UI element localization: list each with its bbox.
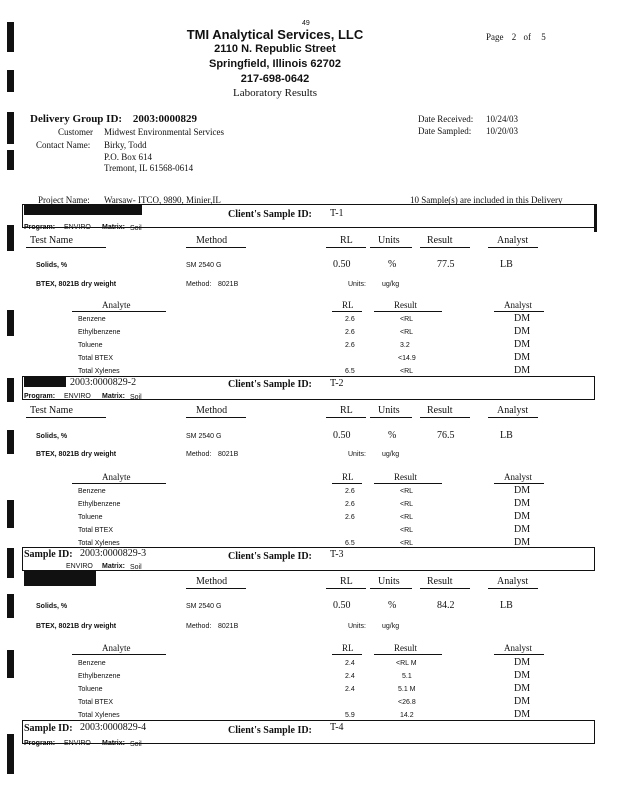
analyte-result: <RL bbox=[400, 501, 414, 508]
analyte-analyst: DM bbox=[514, 524, 531, 535]
analyte-rl: 2.6 bbox=[345, 488, 355, 495]
header-rule bbox=[326, 417, 366, 418]
col-analyte-analyst: Analyst bbox=[504, 643, 532, 653]
program-value: ENVIRO bbox=[64, 393, 91, 400]
analyte-rl: 2.4 bbox=[345, 686, 355, 693]
page-of: of bbox=[523, 32, 531, 42]
col-analyte: Analyte bbox=[102, 643, 131, 653]
matrix-value: Soil bbox=[130, 225, 142, 232]
analyte-rule bbox=[374, 654, 442, 655]
analyte-rule bbox=[374, 483, 442, 484]
analyte-name: Benzene bbox=[78, 488, 106, 495]
analyte-analyst: DM bbox=[514, 683, 531, 694]
matrix-label: Matrix: bbox=[102, 740, 125, 747]
analyte-result: <26.8 bbox=[398, 699, 416, 706]
btex-units-label: Units: bbox=[348, 451, 366, 458]
analyte-result: <RL bbox=[400, 368, 414, 375]
header-rule bbox=[420, 417, 470, 418]
scan-mark bbox=[7, 150, 14, 170]
col-units: Units bbox=[378, 405, 400, 416]
program-label: Program: bbox=[24, 393, 56, 400]
project-label: Project Name: bbox=[38, 195, 90, 205]
analyte-result: 5.1 bbox=[402, 673, 412, 680]
col-rl: RL bbox=[340, 576, 353, 587]
analyte-result: <RL bbox=[400, 329, 414, 336]
analyte-rule bbox=[72, 311, 166, 312]
solids-analyst: LB bbox=[500, 259, 513, 270]
btex-method-label: Method: bbox=[186, 281, 212, 288]
solids-rl: 0.50 bbox=[333, 259, 351, 270]
company-name: TMI Analytical Services, LLC bbox=[186, 27, 364, 42]
analyte-name: Total BTEX bbox=[78, 355, 114, 362]
col-result: Result bbox=[427, 235, 453, 246]
header-rule bbox=[370, 417, 412, 418]
analyte-analyst: DM bbox=[514, 339, 531, 350]
contact-address2: Tremont, IL 61568-0614 bbox=[104, 163, 194, 173]
page-label: Page bbox=[486, 32, 504, 42]
header-rule bbox=[186, 588, 246, 589]
contact-address1: P.O. Box 614 bbox=[104, 152, 153, 162]
solids-analyst: LB bbox=[500, 600, 513, 611]
col-analyte-result: Result bbox=[394, 472, 418, 482]
analyte-rule bbox=[332, 483, 362, 484]
project-name: Warsaw- ITCO, 9890, Minier,IL bbox=[104, 195, 221, 205]
sample-id-label: Sample ID: bbox=[24, 549, 73, 560]
client-sample-label: Client's Sample ID: bbox=[228, 209, 312, 220]
analyte-analyst: DM bbox=[514, 670, 531, 681]
col-analyst: Analyst bbox=[497, 576, 529, 587]
program-label: Program: bbox=[24, 224, 56, 231]
col-analyte: Analyte bbox=[102, 472, 131, 482]
btex-method: 8021B bbox=[218, 281, 239, 288]
analyte-analyst: DM bbox=[514, 696, 531, 707]
header-rule bbox=[488, 247, 538, 248]
analyte-name: Benzene bbox=[78, 316, 106, 323]
report-subtitle: Laboratory Results bbox=[232, 87, 318, 99]
contact-label: Contact Name: bbox=[36, 140, 91, 150]
col-rl: RL bbox=[340, 235, 353, 246]
analyte-name: Toluene bbox=[78, 686, 103, 693]
client-sample-id: T-2 bbox=[330, 378, 344, 389]
analyte-rl: 2.6 bbox=[345, 329, 355, 336]
matrix-value: Soil bbox=[130, 741, 142, 748]
client-sample-id: T-1 bbox=[330, 208, 344, 219]
scan-mark bbox=[7, 225, 14, 251]
program-value: ENVIRO bbox=[64, 224, 91, 231]
analyte-result: <RL M bbox=[396, 660, 417, 667]
company-city: Springfield, Illinois 62702 bbox=[208, 58, 342, 70]
analyte-name: Benzene bbox=[78, 660, 106, 667]
analyte-name: Total Xylenes bbox=[78, 368, 120, 375]
analyte-name: Ethylbenzene bbox=[78, 501, 121, 508]
analyte-analyst: DM bbox=[514, 352, 531, 363]
analyte-result: 3.2 bbox=[400, 342, 410, 349]
program-value: ENVIRO bbox=[66, 563, 93, 570]
col-analyte-rl: RL bbox=[342, 643, 354, 653]
sampled-label: Date Sampled: bbox=[418, 126, 472, 136]
top-number: 49 bbox=[302, 20, 310, 27]
scan-mark bbox=[7, 310, 14, 336]
col-units: Units bbox=[378, 235, 400, 246]
company-phone: 217-698-0642 bbox=[240, 73, 310, 85]
analyte-result: <RL bbox=[400, 527, 414, 534]
received-label: Date Received: bbox=[418, 114, 474, 124]
received-date: 10/24/03 bbox=[486, 114, 519, 124]
solids-method: SM 2540 G bbox=[186, 603, 222, 610]
analyte-analyst: DM bbox=[514, 657, 531, 668]
analyte-rule bbox=[494, 654, 544, 655]
scan-mark bbox=[7, 22, 14, 52]
matrix-value: Soil bbox=[130, 394, 142, 401]
analyte-rule bbox=[374, 311, 442, 312]
client-sample-label: Client's Sample ID: bbox=[228, 725, 312, 736]
btex-units-label: Units: bbox=[348, 281, 366, 288]
analyte-rl: 2.6 bbox=[345, 342, 355, 349]
header-rule bbox=[420, 247, 470, 248]
analyte-name: Ethylbenzene bbox=[78, 329, 121, 336]
solids-test: Solids, % bbox=[36, 603, 68, 610]
sample-id-label: Sample ID: bbox=[24, 723, 73, 734]
header-rule bbox=[326, 247, 366, 248]
sample-id: 2003:0000829-4 bbox=[80, 722, 147, 733]
solids-rl: 0.50 bbox=[333, 600, 351, 611]
analyte-result: <RL bbox=[400, 514, 414, 521]
redacted-block bbox=[24, 377, 66, 387]
solids-test: Solids, % bbox=[36, 262, 68, 269]
analyte-result: <RL bbox=[400, 540, 414, 547]
solids-result: 76.5 bbox=[437, 430, 455, 441]
col-test-name: Test Name bbox=[30, 235, 73, 246]
company-street: 2110 N. Republic Street bbox=[214, 43, 336, 55]
header-rule bbox=[420, 588, 470, 589]
col-analyte-rl: RL bbox=[342, 472, 354, 482]
btex-method: 8021B bbox=[218, 451, 239, 458]
solids-result: 84.2 bbox=[437, 600, 455, 611]
analyte-rl: 6.5 bbox=[345, 540, 355, 547]
analyte-name: Total Xylenes bbox=[78, 540, 120, 547]
scan-mark bbox=[7, 548, 14, 578]
analyte-result: 14.2 bbox=[400, 712, 414, 719]
delivery-group bbox=[30, 113, 197, 125]
matrix-label: Matrix: bbox=[102, 393, 125, 400]
program-value: ENVIRO bbox=[64, 740, 91, 747]
analyte-name: Toluene bbox=[78, 514, 103, 521]
btex-method: 8021B bbox=[218, 623, 239, 630]
col-test-name: Test Name bbox=[30, 405, 73, 416]
client-sample-label: Client's Sample ID: bbox=[228, 551, 312, 562]
sampled-date: 10/20/03 bbox=[486, 126, 519, 136]
analyte-rl: 2.6 bbox=[345, 501, 355, 508]
analyte-result: <RL bbox=[400, 316, 414, 323]
col-rl: RL bbox=[340, 405, 353, 416]
header-rule bbox=[26, 247, 106, 248]
analyte-rule bbox=[72, 483, 166, 484]
redacted-block bbox=[24, 570, 96, 586]
col-analyst: Analyst bbox=[497, 235, 529, 246]
scan-mark bbox=[7, 650, 14, 678]
btex-units: ug/kg bbox=[382, 281, 400, 288]
col-method: Method bbox=[196, 235, 228, 246]
customer-name: Midwest Environmental Services bbox=[104, 127, 224, 137]
sample-count: 10 Sample(s) are included in this Delivery bbox=[410, 195, 563, 205]
analyte-name: Total BTEX bbox=[78, 699, 114, 706]
solids-analyst: LB bbox=[500, 430, 513, 441]
scan-mark bbox=[7, 430, 14, 454]
btex-test: BTEX, 8021B dry weight bbox=[36, 451, 117, 458]
btex-units: ug/kg bbox=[382, 623, 400, 630]
btex-units-label: Units: bbox=[348, 623, 366, 630]
col-analyte-analyst: Analyst bbox=[504, 300, 532, 310]
solids-test: Solids, % bbox=[36, 433, 68, 440]
btex-units: ug/kg bbox=[382, 451, 400, 458]
analyte-analyst: DM bbox=[514, 498, 531, 509]
analyte-rule bbox=[332, 311, 362, 312]
client-sample-id: T-4 bbox=[330, 722, 344, 733]
analyte-rule bbox=[332, 654, 362, 655]
scan-mark bbox=[7, 70, 14, 92]
delivery-group-id: 2003:0000829 bbox=[132, 113, 197, 125]
matrix-label: Matrix: bbox=[102, 563, 125, 570]
btex-test: BTEX, 8021B dry weight bbox=[36, 623, 117, 630]
scan-mark bbox=[7, 594, 14, 618]
analyte-rl: 6.5 bbox=[345, 368, 355, 375]
col-method: Method bbox=[196, 576, 228, 587]
analyte-rule bbox=[72, 654, 166, 655]
analyte-result: <RL bbox=[400, 488, 414, 495]
sample-id: 2003:0000829-2 bbox=[70, 377, 137, 388]
col-analyte-result: Result bbox=[394, 300, 418, 310]
col-units: Units bbox=[378, 576, 400, 587]
analyte-analyst: DM bbox=[514, 511, 531, 522]
col-method: Method bbox=[196, 405, 228, 416]
solids-units: % bbox=[388, 259, 397, 270]
header-rule bbox=[488, 417, 538, 418]
col-analyte-analyst: Analyst bbox=[504, 472, 532, 482]
page-number: 2 bbox=[511, 32, 517, 42]
solids-rl: 0.50 bbox=[333, 430, 351, 441]
scan-mark bbox=[7, 500, 14, 528]
btex-test: BTEX, 8021B dry weight bbox=[36, 281, 117, 288]
solids-method: SM 2540 G bbox=[186, 433, 222, 440]
analyte-analyst: DM bbox=[514, 365, 531, 376]
header-rule bbox=[488, 588, 538, 589]
analyte-rl: 2.4 bbox=[345, 660, 355, 667]
matrix-value: Soil bbox=[130, 564, 142, 571]
solids-units: % bbox=[388, 600, 397, 611]
client-sample-label: Client's Sample ID: bbox=[228, 379, 312, 390]
header-rule bbox=[26, 417, 106, 418]
analyte-name: Ethylbenzene bbox=[78, 673, 121, 680]
analyte-name: Toluene bbox=[78, 342, 103, 349]
analyte-rl: 2.4 bbox=[345, 673, 355, 680]
page-total: 5 bbox=[541, 32, 546, 42]
btex-method-label: Method: bbox=[186, 451, 212, 458]
analyte-analyst: DM bbox=[514, 313, 531, 324]
customer-label: Customer bbox=[58, 127, 93, 137]
col-analyst: Analyst bbox=[497, 405, 529, 416]
analyte-analyst: DM bbox=[514, 537, 531, 548]
col-analyte-rl: RL bbox=[342, 300, 354, 310]
client-sample-id: T-3 bbox=[330, 549, 344, 560]
analyte-rule bbox=[494, 311, 544, 312]
analyte-analyst: DM bbox=[514, 485, 531, 496]
program-label: Program: bbox=[26, 563, 58, 570]
sample-id: 2003:0000829-3 bbox=[80, 548, 147, 559]
analyte-analyst: DM bbox=[514, 709, 531, 720]
redacted-block bbox=[24, 205, 142, 215]
analyte-rl: 2.6 bbox=[345, 514, 355, 521]
col-analyte-result: Result bbox=[394, 643, 418, 653]
analyte-rl: 5.9 bbox=[345, 712, 355, 719]
col-analyte: Analyte bbox=[102, 300, 131, 310]
page-indicator bbox=[486, 32, 546, 42]
btex-method-label: Method: bbox=[186, 623, 212, 630]
header-rule bbox=[326, 588, 366, 589]
analyte-name: Total Xylenes bbox=[78, 712, 120, 719]
analyte-rl: 2.6 bbox=[345, 316, 355, 323]
contact-name: Birky, Todd bbox=[104, 140, 147, 150]
analyte-analyst: DM bbox=[514, 326, 531, 337]
header-rule bbox=[186, 247, 246, 248]
col-result: Result bbox=[427, 405, 453, 416]
header-rule bbox=[370, 247, 412, 248]
scan-mark bbox=[7, 378, 14, 402]
analyte-rule bbox=[494, 483, 544, 484]
scan-mark bbox=[7, 112, 14, 144]
header-rule bbox=[370, 588, 412, 589]
analyte-result: <14.9 bbox=[398, 355, 416, 362]
scan-mark bbox=[7, 734, 14, 774]
solids-result: 77.5 bbox=[437, 259, 455, 270]
solids-method: SM 2540 G bbox=[186, 262, 222, 269]
program-label: Program: bbox=[24, 740, 56, 747]
box-edge bbox=[594, 204, 597, 232]
delivery-group-label: Delivery Group ID: bbox=[30, 113, 123, 125]
solids-units: % bbox=[388, 430, 397, 441]
analyte-result: 5.1 M bbox=[398, 686, 416, 693]
matrix-label: Matrix: bbox=[102, 224, 125, 231]
header-rule bbox=[186, 417, 246, 418]
col-result: Result bbox=[427, 576, 453, 587]
analyte-name: Total BTEX bbox=[78, 527, 114, 534]
